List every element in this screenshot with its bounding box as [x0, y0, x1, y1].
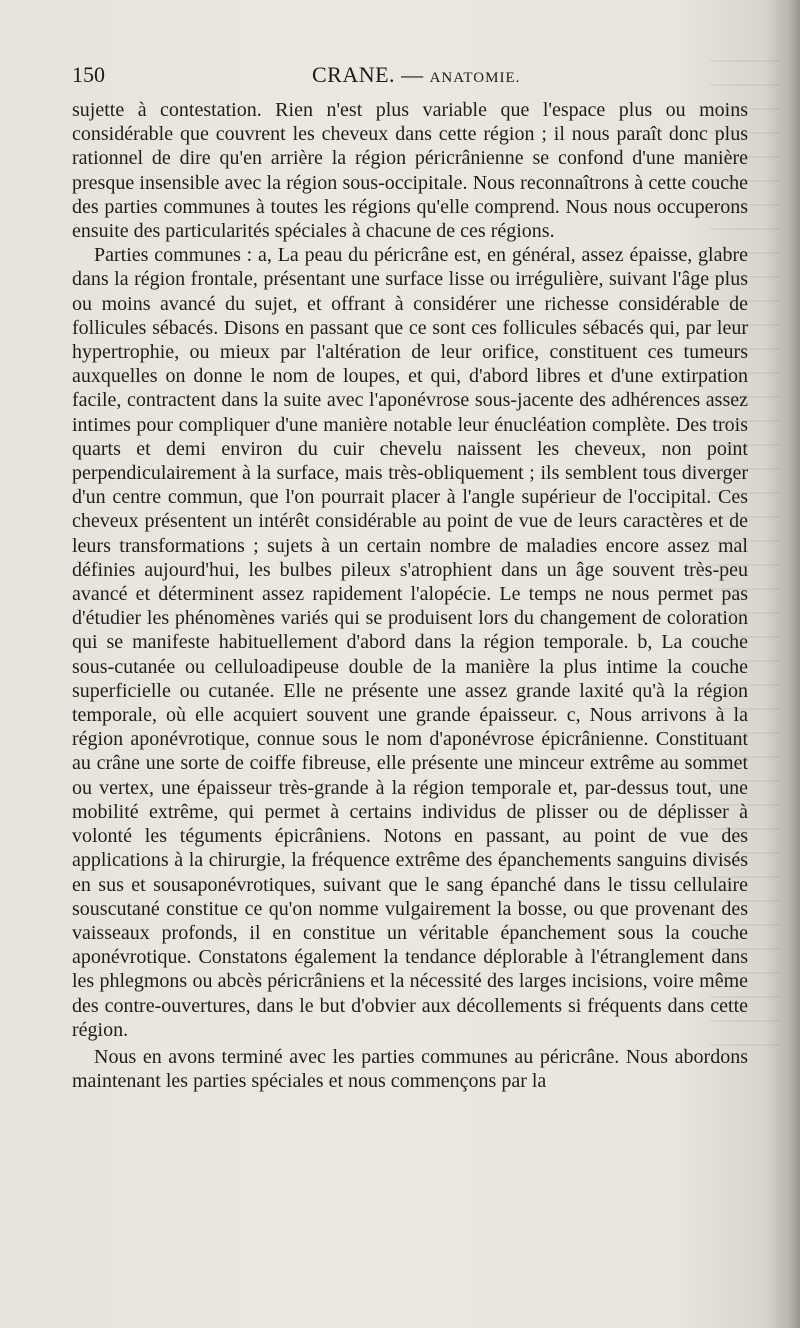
paragraph-3: Nous en avons terminé avec les parties communes au péricrâne. Nous abordons maintenant les parties spéciales et nous commençons par la [72, 1045, 748, 1093]
title-text: CRANE. [312, 62, 396, 87]
paragraph-1: sujette à contestation. Rien n'est plus variable que l'espace plus ou moins considérable que couvrent les cheveux dans cette région ; il nous paraît donc plus rationnel de dire qu'en arrière la région péricrânienne se confond d'une manière presque insensible avec la région sous-occipitale. Nous reconnaîtrons à cette couche des parties communes à toutes les régions qu'elle comprend. Nous nous occuperons ensuite des particularités spéciales à chacune de ces régions. [72, 99, 748, 243]
page-number: 150 [72, 62, 105, 87]
title-separator: — [401, 62, 424, 87]
paragraph-2: Parties communes : a, La peau du péricrâne est, en général, assez épaisse, glabre dans la région frontale, présentant une surface lisse ou irrégulière, suivant l'âge plus ou moins avancé du sujet, et offrant à considérer une richesse considérable de follicules sébacés. Disons en passant que ce sont ces follicules sébacés qui, par leur hypertrophie, ou mieux par l'altération de leur orifice, constituent ces tumeurs auxquelles on donne le nom de loupes, et qui, d'abord libres et d'une extirpation facile, contractent dans la suite avec l'aponévrose sous-jacente des adhérences assez intimes pour compliquer d'une manière notable leur énucléation complète. Des trois quarts et demi environ du cuir chevelu naissent les cheveux, non point perpendiculairement à la surface, mais très-obliquement ; ils semblent tous diverger d'un centre commun, que l'on pourrait placer à l'angle supérieur de l'occipital. Ces cheveux présentent un intérêt considérable au point de vue de leurs caractères et de leurs transformations ; sujets à un certain nombre de maladies encore assez mal définies aujourd'hui, les bulbes pileux s'atrophient dans un âge souvent très-peu avancé et déterminent assez rapidement l'alopécie. Le temps ne nous permet pas d'étudier les phénomènes variés qui se produisent lors du changement de coloration qui se manifeste habituellement d'abord dans la région temporale. b, La couche sous-cutanée ou celluloadipeuse double de la manière la plus intime la couche superficielle ou cutanée. Elle ne présente une assez grande laxité qu'à la région temporale, où elle acquiert souvent une grande épaisseur. c, Nous arrivons à la région aponévrotique, connue sous le nom d'aponévrose épicrânienne. Constituant au crâne une sorte de coiffe fibreuse, elle présente une minceur extrême au sommet ou vertex, une épaisseur très-grande à la région temporale et, par-dessus tout, une mobilité extrême, qui permet à certains individus de plisser ou de déplisser à volonté les téguments épicrâniens. Notons en passant, au point de vue des applications à la chirurgie, la fréquence extrême des épanchements sanguins divisés en sus et sousaponévrotiques, suivant que le sang épanché dans le tissu cellulaire souscutané constitue ce qu'on nomme vulgairement la bosse, ou que provenant des vaisseaux profonds, il en constitue un véritable épanchement sous la couche aponévrotique. Constatons également la tendance déplorable à l'étranglement dans les phlegmons ou abcès péricrâniens et la nécessité des larges incisions, voire même des contre-ouvertures, dans le but d'obvier aux décollements si fréquents dans cette région. [72, 244, 748, 1041]
page-edge-shadow [764, 0, 800, 1328]
body-text [72, 98, 748, 1093]
running-header [72, 62, 748, 92]
running-title [312, 62, 520, 88]
subtitle-text: ANATOMIE. [429, 70, 521, 86]
